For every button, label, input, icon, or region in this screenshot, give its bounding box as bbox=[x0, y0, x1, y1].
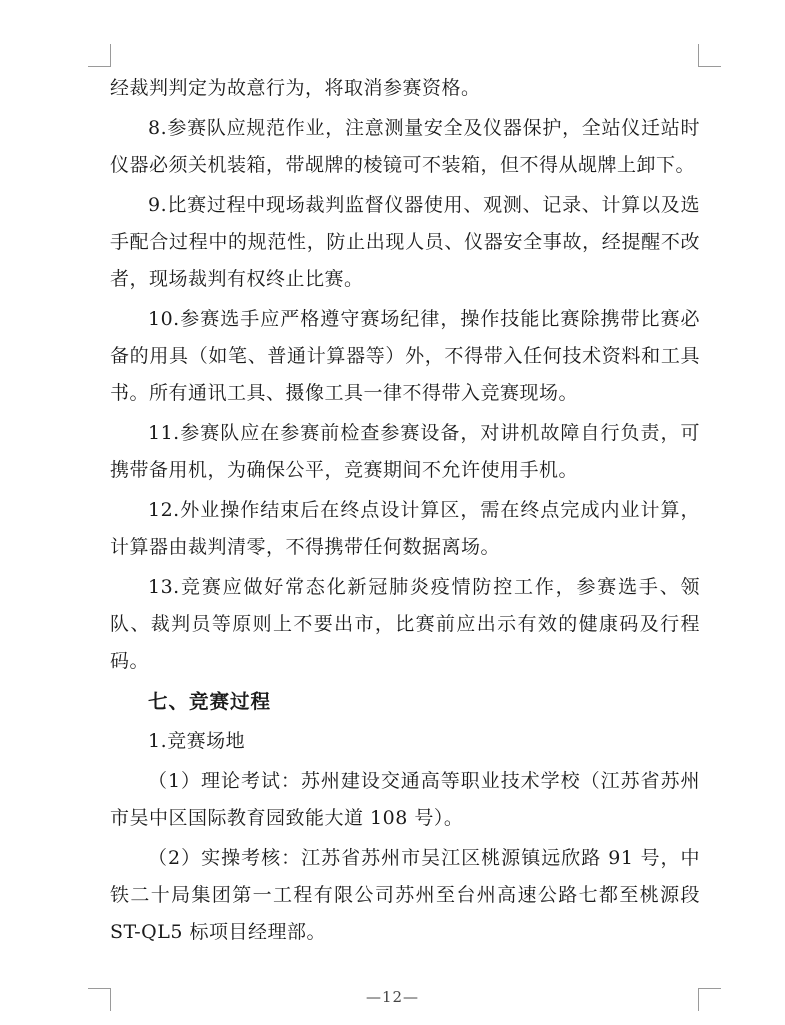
crop-mark-top-right bbox=[698, 44, 721, 67]
page-number: —12— bbox=[365, 988, 420, 1006]
rule-item-13: 13.竞赛应做好常态化新冠肺炎疫情防控工作，参赛选手、领队、裁判员等原则上不要出市，比赛前应出示有效的健康码及行程码。 bbox=[110, 576, 700, 672]
rule-item-8: 8.参赛队应规范作业，注意测量安全及仪器保护，全站仪迁站时仪器必须关机装箱，带觇牌的棱镜可不装箱，但不得从觇牌上卸下。 bbox=[110, 117, 700, 176]
venue-theory: （1）理论考试：苏州建设交通高等职业技术学校（江苏省苏州市吴中区国际教育园致能大道 108 号）。 bbox=[110, 770, 700, 829]
rule-item-9: 9.比赛过程中现场裁判监督仪器使用、观测、记录、计算以及选手配合过程中的规范性，防止出现人员、仪器安全事故，经提醒不改者，现场裁判有权终止比赛。 bbox=[110, 194, 700, 290]
subsection-title: 1.竞赛场地 bbox=[148, 730, 246, 752]
paragraph-continuation: 经裁判判定为故意行为，将取消参赛资格。 bbox=[110, 77, 481, 99]
crop-mark-top-left bbox=[88, 44, 111, 67]
document-body bbox=[110, 70, 700, 954]
rule-item-12: 12.外业操作结束后在终点设计算区，需在终点完成内业计算，计算器由裁判清零，不得携带任何数据离场。 bbox=[110, 499, 700, 558]
section-heading: 七、竞赛过程 bbox=[148, 690, 272, 713]
rule-item-11: 11.参赛队应在参赛前检查参赛设备，对讲机故障自行负责，可携带备用机，为确保公平，竞赛期间不允许使用手机。 bbox=[110, 422, 700, 481]
rule-item-10: 10.参赛选手应严格遵守赛场纪律，操作技能比赛除携带比赛必备的用具（如笔、普通计算器等）外，不得带入任何技术资料和工具书。所有通讯工具、摄像工具一律不得带入竞赛现场。 bbox=[110, 308, 700, 404]
venue-practice: （2）实操考核：江苏省苏州市吴江区桃源镇远欣路 91 号，中铁二十局集团第一工程有限公司苏州至台州高速公路七都至桃源段 ST-QL5 标项目经理部。 bbox=[110, 847, 700, 943]
